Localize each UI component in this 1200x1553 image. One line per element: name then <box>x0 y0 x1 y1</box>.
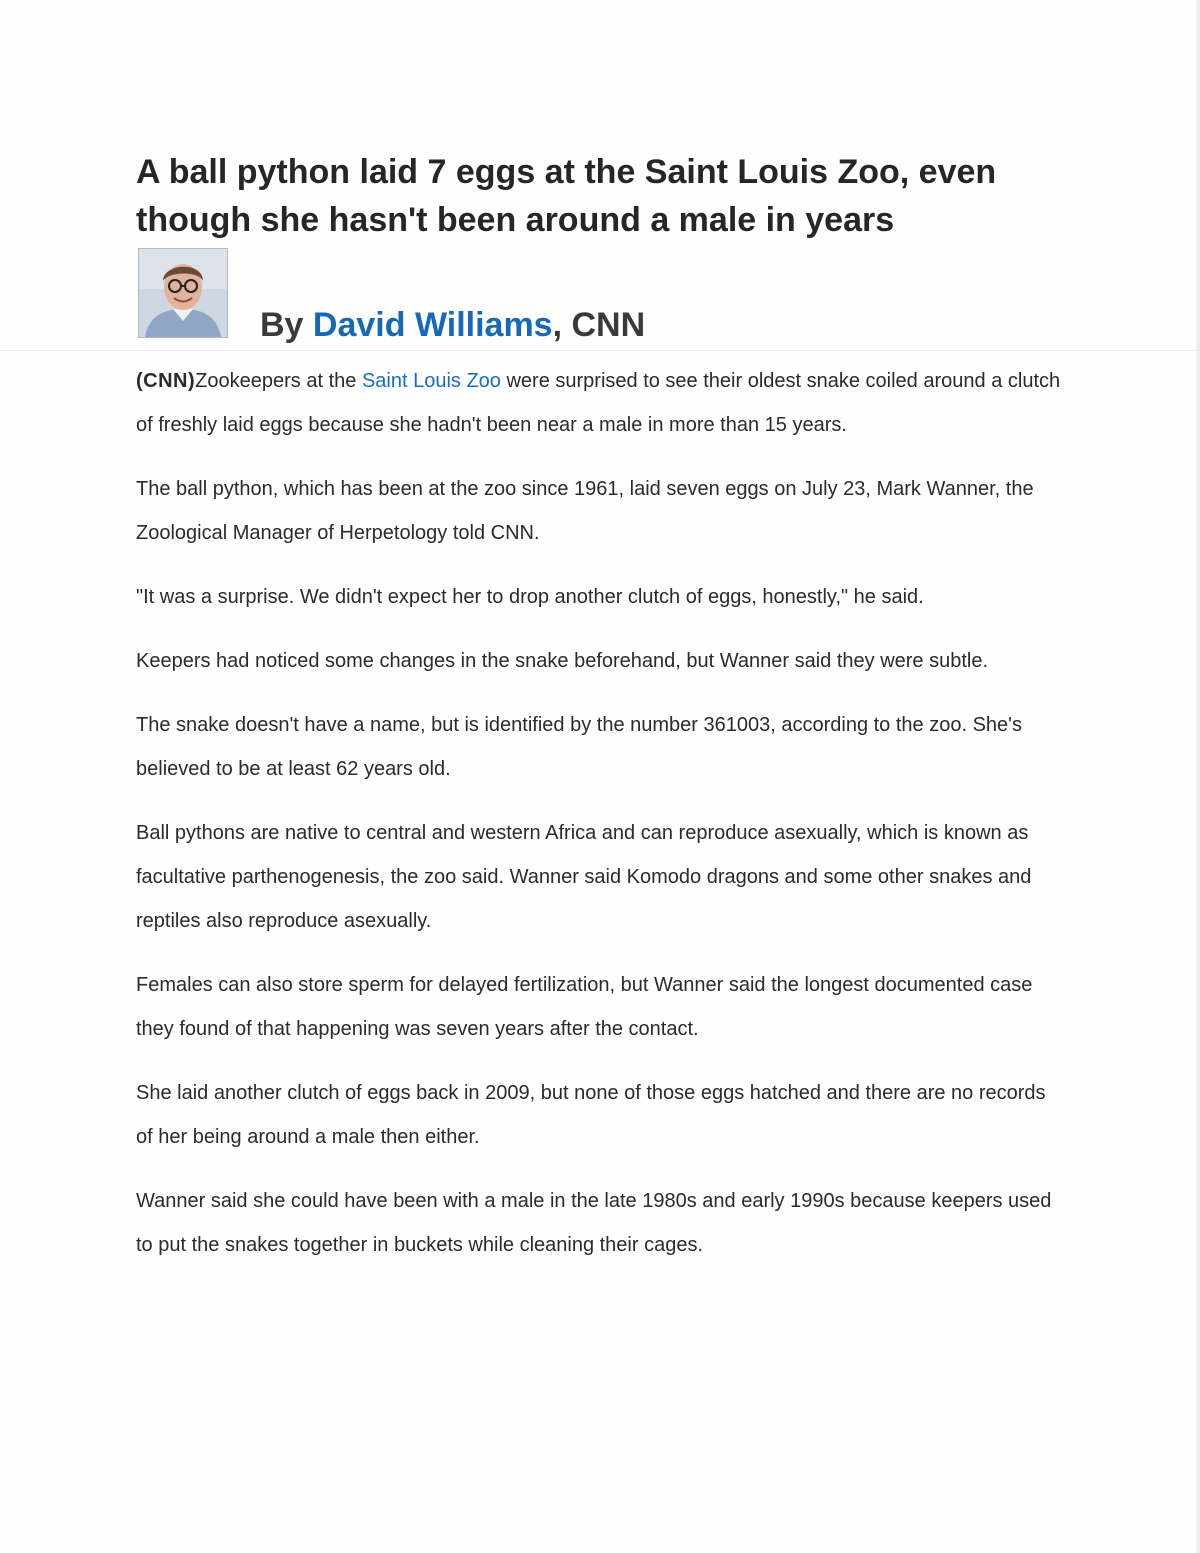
article-paragraph: She laid another clutch of eggs back in 2009, but none of those eggs hatched and there are no records of her being around a male then either. <box>136 1082 1046 1148</box>
article-headline: A ball python laid 7 eggs at the Saint Louis Zoo, even though she hasn't been around a male in years <box>136 153 997 239</box>
article-paragraph: The snake doesn't have a name, but is identified by the number 361003, according to the zoo. She's believed to be at least 62 years old. <box>136 714 1022 780</box>
article-paragraph: Wanner said she could have been with a male in the late 1980s and early 1990s because keepers used to put the snakes together in buckets while cleaning their cages. <box>136 1190 1052 1256</box>
article-paragraph: "It was a surprise. We didn't expect her to drop another clutch of eggs, honestly," he said. <box>136 586 924 608</box>
author-name-link[interactable]: David Williams <box>312 306 553 344</box>
scan-edge-shadow <box>1196 0 1200 1553</box>
article-paragraph: Keepers had noticed some changes in the snake beforehand, but Wanner said they were subtle. <box>136 650 989 672</box>
paragraph-text: were surprised to see their oldest snake coiled around a clutch of freshly laid eggs because she hadn't been near a male in more than 15 years. <box>136 370 1061 436</box>
paragraph-text: Zookeepers at the <box>195 370 362 392</box>
scan-divider-line <box>0 350 1200 351</box>
article-paragraph: Females can also store sperm for delayed fertilization, but Wanner said the longest documented case they found of that happening was seven years after the contact. <box>136 974 1033 1040</box>
saint-louis-zoo-link[interactable]: Saint Louis Zoo <box>361 370 501 392</box>
author-avatar <box>138 248 228 338</box>
author-portrait-image <box>139 249 227 337</box>
article-paragraph: The ball python, which has been at the zoo since 1961, laid seven eggs on July 23, Mark Wanner, the Zoological Manager of Herpetology told CNN. <box>136 478 1034 544</box>
dateline: (CNN) <box>136 370 196 392</box>
byline-source: , CNN <box>552 306 646 344</box>
byline-prefix: By <box>260 306 313 344</box>
article-paragraph: Ball pythons are native to central and western Africa and can reproduce asexually, which is known as facultative parthenogenesis, the zoo said. Wanner said Komodo dragons and some other snakes and reptiles also reproduce asexually. <box>136 822 1032 932</box>
article-body <box>136 359 1066 1267</box>
article-paragraph <box>136 359 1066 447</box>
article-byline <box>260 303 645 347</box>
